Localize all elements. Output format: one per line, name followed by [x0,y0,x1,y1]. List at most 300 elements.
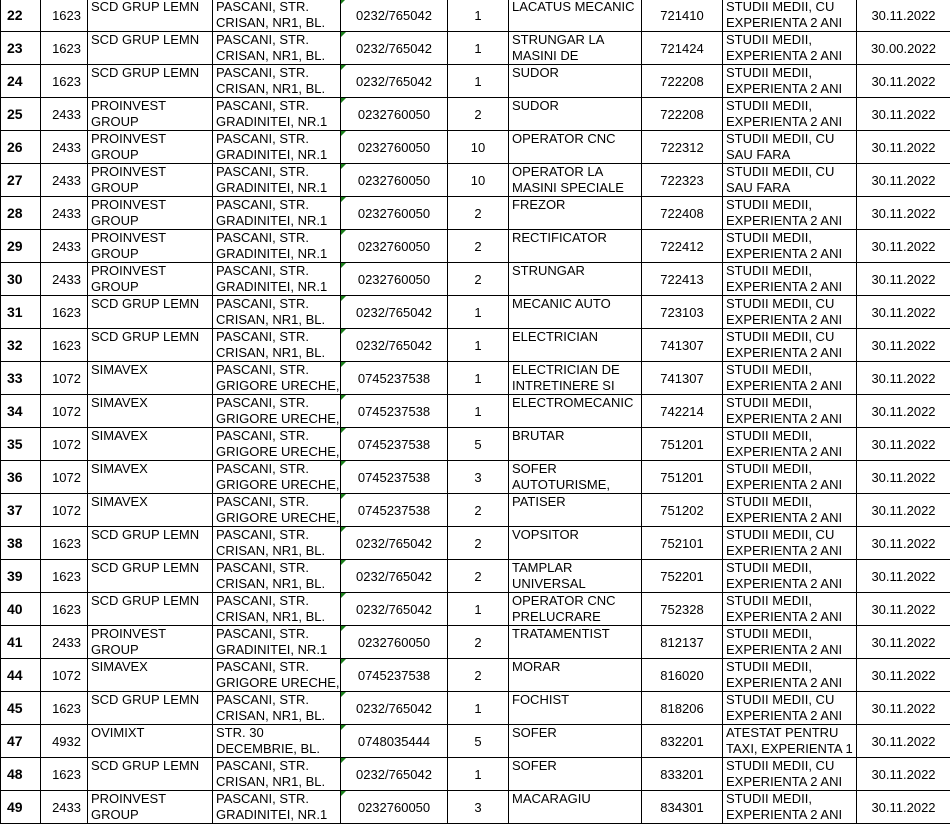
company-code-cell: 1623 [41,296,88,329]
company-name-cell [88,0,213,32]
table-row [1,692,950,725]
vacancies-count-cell: 3 [448,461,509,494]
row-number-cell: 23 [1,32,41,65]
company-name-cell [88,692,213,725]
date-cell: 30.11.2022 [857,758,950,791]
address-text: PASCANI, STR. GRADINITEI, NR.1 [216,263,340,295]
occupation-text: ELECTRICIAN [512,329,641,361]
company-code-cell: 1623 [41,0,88,32]
occupation-cell [509,791,642,824]
requirements-text: STUDII MEDII, EXPERIENTA 2 ANI [726,659,856,691]
occupation-text: RECTIFICATOR [512,230,641,262]
row-number-cell: 38 [1,527,41,560]
occupation-text: STRUNGAR LA MASINI DE [512,32,641,64]
table-row [1,593,950,626]
company-name-cell [88,560,213,593]
table-row [1,395,950,428]
requirements-cell [723,461,857,494]
table-row [1,461,950,494]
address-text: PASCANI, STR. CRISAN, NR1, BL. [216,32,340,64]
occupation-cell [509,296,642,329]
date-cell: 30.11.2022 [857,527,950,560]
occupation-text: TAMPLAR UNIVERSAL [512,560,641,592]
date-cell: 30.11.2022 [857,593,950,626]
company-name-cell [88,527,213,560]
date-cell: 30.11.2022 [857,494,950,527]
address-text: PASCANI, STR. GRIGORE URECHE, [216,428,340,460]
row-number-cell: 33 [1,362,41,395]
requirements-cell [723,725,857,758]
table-row [1,725,950,758]
vacancies-count-cell: 2 [448,626,509,659]
occupation-text: SOFER [512,758,641,790]
occupation-cell [509,230,642,263]
address-text: PASCANI, STR. GRIGORE URECHE, [216,659,340,691]
address-cell [213,527,341,560]
cor-code-cell: 721410 [642,0,723,32]
table-row [1,494,950,527]
occupation-cell [509,758,642,791]
company-name-cell [88,98,213,131]
cor-code-cell: 812137 [642,626,723,659]
company-code-cell: 2433 [41,230,88,263]
company-name-text: SCD GRUP LEMN [91,527,212,559]
row-number-cell: 48 [1,758,41,791]
address-cell [213,263,341,296]
requirements-cell [723,329,857,362]
address-text: PASCANI, STR. GRIGORE URECHE, [216,362,340,394]
company-code-cell: 2433 [41,197,88,230]
address-text: PASCANI, STR. CRISAN, NR1, BL. [216,0,340,31]
requirements-cell [723,626,857,659]
row-number-cell: 32 [1,329,41,362]
occupation-cell [509,98,642,131]
company-name-text: PROINVEST GROUP [91,98,212,130]
company-name-text: OVIMIXT [91,725,212,757]
date-cell: 30.11.2022 [857,362,950,395]
occupation-text: SOFER AUTOTURISME, [512,461,641,493]
row-number-cell: 29 [1,230,41,263]
requirements-cell [723,692,857,725]
vacancies-count-cell: 1 [448,758,509,791]
company-name-text: SIMAVEX [91,659,212,691]
requirements-text: STUDII MEDII, CU EXPERIENTA 2 ANI [726,329,856,361]
company-name-text: SIMAVEX [91,395,212,427]
requirements-text: STUDII MEDII, EXPERIENTA 2 ANI [726,395,856,427]
address-text: PASCANI, STR. CRISAN, NR1, BL. [216,692,340,724]
company-code-cell: 2433 [41,626,88,659]
address-cell [213,593,341,626]
company-name-cell [88,659,213,692]
company-name-text: PROINVEST GROUP [91,263,212,295]
company-name-text: SIMAVEX [91,494,212,526]
occupation-cell [509,263,642,296]
table-row [1,329,950,362]
address-cell [213,230,341,263]
occupation-text: OPERATOR LA MASINI SPECIALE [512,164,641,196]
requirements-cell [723,65,857,98]
company-name-text: SCD GRUP LEMN [91,560,212,592]
occupation-text: ELECTROMECANIC [512,395,641,427]
company-name-text: PROINVEST GROUP [91,197,212,229]
occupation-cell [509,197,642,230]
address-text: PASCANI, STR. GRIGORE URECHE, [216,461,340,493]
table-row [1,791,950,824]
requirements-cell [723,0,857,32]
date-cell: 30.11.2022 [857,131,950,164]
occupation-cell [509,395,642,428]
vacancies-count-cell: 2 [448,659,509,692]
company-code-cell: 1623 [41,329,88,362]
phone-cell: 0232760050 [341,791,448,824]
date-cell: 30.11.2022 [857,692,950,725]
requirements-cell [723,197,857,230]
address-cell [213,626,341,659]
company-code-cell: 1072 [41,428,88,461]
occupation-text: LACATUS MECANIC [512,0,641,31]
row-number-cell: 28 [1,197,41,230]
company-name-text: SCD GRUP LEMN [91,692,212,724]
occupation-text: STRUNGAR [512,263,641,295]
company-name-text: SCD GRUP LEMN [91,32,212,64]
requirements-cell [723,395,857,428]
occupation-cell [509,0,642,32]
occupation-cell [509,428,642,461]
company-name-cell [88,593,213,626]
requirements-cell [723,494,857,527]
address-text: PASCANI, STR. GRADINITEI, NR.1 [216,626,340,658]
vacancies-count-cell: 2 [448,197,509,230]
address-text: PASCANI, STR. CRISAN, NR1, BL. [216,65,340,97]
company-name-cell [88,329,213,362]
date-cell: 30.11.2022 [857,65,950,98]
vacancies-count-cell: 1 [448,0,509,32]
date-cell: 30.11.2022 [857,626,950,659]
company-code-cell: 1623 [41,65,88,98]
phone-cell: 0745237538 [341,461,448,494]
vacancies-count-cell: 1 [448,65,509,98]
vacancies-count-cell: 1 [448,362,509,395]
company-name-cell [88,626,213,659]
occupation-cell [509,494,642,527]
requirements-text: STUDII MEDII, EXPERIENTA 2 ANI [726,98,856,130]
phone-cell: 0232/765042 [341,692,448,725]
vacancies-count-cell: 5 [448,725,509,758]
vacancies-count-cell: 1 [448,32,509,65]
date-cell: 30.11.2022 [857,659,950,692]
company-name-cell [88,758,213,791]
vacancies-count-cell: 2 [448,263,509,296]
cor-code-cell: 833201 [642,758,723,791]
phone-cell: 0232760050 [341,98,448,131]
address-cell [213,98,341,131]
cor-code-cell: 751201 [642,428,723,461]
vacancies-count-cell: 3 [448,791,509,824]
cor-code-cell: 752328 [642,593,723,626]
company-name-text: SIMAVEX [91,362,212,394]
requirements-cell [723,263,857,296]
table-row [1,626,950,659]
company-name-cell [88,32,213,65]
row-number-cell: 36 [1,461,41,494]
occupation-cell [509,659,642,692]
requirements-text: ATESTAT PENTRU TAXI, EXPERIENTA 1 [726,725,856,757]
date-cell: 30.11.2022 [857,296,950,329]
company-name-cell [88,494,213,527]
requirements-text: STUDII MEDII, CU EXPERIENTA 2 ANI [726,296,856,328]
address-cell [213,0,341,32]
address-cell [213,65,341,98]
requirements-text: STUDII MEDII, EXPERIENTA 2 ANI [726,197,856,229]
company-code-cell: 1623 [41,758,88,791]
vacancies-count-cell: 1 [448,296,509,329]
company-code-cell: 1623 [41,593,88,626]
address-text: PASCANI, STR. CRISAN, NR1, BL. [216,560,340,592]
vacancies-count-cell: 10 [448,164,509,197]
row-number-cell: 30 [1,263,41,296]
company-name-text: SIMAVEX [91,428,212,460]
date-cell: 30.11.2022 [857,0,950,32]
requirements-text: STUDII MEDII, CU SAU FARA [726,164,856,196]
phone-cell: 0745237538 [341,395,448,428]
date-cell: 30.11.2022 [857,395,950,428]
cor-code-cell: 816020 [642,659,723,692]
requirements-cell [723,32,857,65]
vacancies-count-cell: 1 [448,692,509,725]
requirements-text: STUDII MEDII, CU EXPERIENTA 2 ANI [726,0,856,31]
table-row [1,65,950,98]
company-code-cell: 2433 [41,791,88,824]
company-name-text: PROINVEST GROUP [91,626,212,658]
phone-cell: 0745237538 [341,362,448,395]
cor-code-cell: 722412 [642,230,723,263]
phone-cell: 0232/765042 [341,593,448,626]
requirements-text: STUDII MEDII, EXPERIENTA 2 ANI [726,230,856,262]
table-body [1,0,950,824]
address-text: PASCANI, STR. GRADINITEI, NR.1 [216,791,340,823]
address-text: PASCANI, STR. CRISAN, NR1, BL. [216,758,340,790]
address-cell [213,32,341,65]
company-name-text: SCD GRUP LEMN [91,65,212,97]
address-cell [213,692,341,725]
date-cell: 30.11.2022 [857,197,950,230]
occupation-cell [509,32,642,65]
row-number-cell: 49 [1,791,41,824]
occupation-text: OPERATOR CNC PRELUCRARE [512,593,641,625]
occupation-text: SOFER [512,725,641,757]
company-name-text: SCD GRUP LEMN [91,593,212,625]
cor-code-cell: 722208 [642,65,723,98]
company-code-cell: 1623 [41,692,88,725]
date-cell: 30.11.2022 [857,329,950,362]
date-cell: 30.11.2022 [857,98,950,131]
phone-cell: 0745237538 [341,494,448,527]
table-row [1,263,950,296]
occupation-cell [509,65,642,98]
requirements-cell [723,362,857,395]
vacancies-count-cell: 1 [448,395,509,428]
company-name-cell [88,461,213,494]
company-code-cell: 2433 [41,131,88,164]
occupation-text: BRUTAR [512,428,641,460]
occupation-cell [509,692,642,725]
requirements-text: STUDII MEDII, CU EXPERIENTA 2 ANI [726,527,856,559]
row-number-cell: 22 [1,0,41,32]
requirements-text: STUDII MEDII, EXPERIENTA 2 ANI [726,461,856,493]
cor-code-cell: 722323 [642,164,723,197]
company-code-cell: 4932 [41,725,88,758]
address-text: PASCANI, STR. CRISAN, NR1, BL. [216,329,340,361]
address-cell [213,461,341,494]
address-cell [213,197,341,230]
cor-code-cell: 751202 [642,494,723,527]
company-name-text: PROINVEST GROUP [91,131,212,163]
occupation-text: ELECTRICIAN DE INTRETINERE SI [512,362,641,394]
occupation-cell [509,362,642,395]
requirements-cell [723,527,857,560]
vacancies-count-cell: 2 [448,560,509,593]
cor-code-cell: 818206 [642,692,723,725]
cor-code-cell: 752201 [642,560,723,593]
occupation-text: OPERATOR CNC [512,131,641,163]
occupation-text: PATISER [512,494,641,526]
phone-cell: 0232/765042 [341,527,448,560]
requirements-text: STUDII MEDII, CU EXPERIENTA 2 ANI [726,692,856,724]
requirements-cell [723,131,857,164]
address-text: PASCANI, STR. GRADINITEI, NR.1 [216,164,340,196]
cor-code-cell: 832201 [642,725,723,758]
company-name-cell [88,65,213,98]
phone-cell: 0232/765042 [341,32,448,65]
date-cell: 30.11.2022 [857,461,950,494]
address-cell [213,494,341,527]
vacancies-count-cell: 10 [448,131,509,164]
row-number-cell: 34 [1,395,41,428]
row-number-cell: 41 [1,626,41,659]
occupation-text: VOPSITOR [512,527,641,559]
requirements-text: STUDII MEDII, EXPERIENTA 2 ANI [726,593,856,625]
requirements-cell [723,164,857,197]
row-number-cell: 24 [1,65,41,98]
occupation-cell [509,527,642,560]
requirements-text: STUDII MEDII, EXPERIENTA 2 ANI [726,560,856,592]
cor-code-cell: 742214 [642,395,723,428]
row-number-cell: 40 [1,593,41,626]
row-number-cell: 35 [1,428,41,461]
requirements-cell [723,593,857,626]
company-name-text: SCD GRUP LEMN [91,329,212,361]
date-cell: 30.11.2022 [857,791,950,824]
table-row [1,428,950,461]
cor-code-cell: 722408 [642,197,723,230]
company-name-text: SCD GRUP LEMN [91,758,212,790]
requirements-cell [723,428,857,461]
row-number-cell: 37 [1,494,41,527]
address-text: PASCANI, STR. GRADINITEI, NR.1 [216,131,340,163]
cor-code-cell: 741307 [642,362,723,395]
row-number-cell: 39 [1,560,41,593]
address-cell [213,164,341,197]
company-code-cell: 2433 [41,263,88,296]
phone-cell: 0232760050 [341,197,448,230]
requirements-text: STUDII MEDII, EXPERIENTA 2 ANI [726,791,856,823]
company-name-cell [88,791,213,824]
requirements-text: STUDII MEDII, CU EXPERIENTA 2 ANI [726,758,856,790]
occupation-cell [509,131,642,164]
table-row [1,0,950,32]
address-cell [213,725,341,758]
row-number-cell: 25 [1,98,41,131]
occupation-text: SUDOR [512,65,641,97]
row-number-cell: 27 [1,164,41,197]
row-number-cell: 26 [1,131,41,164]
vacancies-count-cell: 2 [448,527,509,560]
date-cell: 30.11.2022 [857,725,950,758]
company-name-cell [88,362,213,395]
company-name-text: SCD GRUP LEMN [91,296,212,328]
table-row [1,560,950,593]
company-code-cell: 1623 [41,32,88,65]
company-code-cell: 2433 [41,98,88,131]
company-name-cell [88,131,213,164]
date-cell: 30.11.2022 [857,428,950,461]
vacancies-count-cell: 2 [448,494,509,527]
requirements-text: STUDII MEDII, EXPERIENTA 2 ANI [726,626,856,658]
row-number-cell: 47 [1,725,41,758]
vacancies-count-cell: 2 [448,98,509,131]
requirements-cell [723,791,857,824]
cor-code-cell: 751201 [642,461,723,494]
phone-cell: 0232760050 [341,626,448,659]
address-cell [213,362,341,395]
address-cell [213,395,341,428]
address-text: STR. 30 DECEMBRIE, BL. [216,725,340,757]
address-text: PASCANI, STR. CRISAN, NR1, BL. [216,527,340,559]
requirements-cell [723,230,857,263]
table-row [1,164,950,197]
cor-code-cell: 834301 [642,791,723,824]
company-name-text: PROINVEST GROUP [91,230,212,262]
requirements-cell [723,758,857,791]
requirements-text: STUDII MEDII, EXPERIENTA 2 ANI [726,32,856,64]
date-cell: 30.11.2022 [857,230,950,263]
address-cell [213,296,341,329]
address-cell [213,758,341,791]
occupation-cell [509,329,642,362]
requirements-text: STUDII MEDII, EXPERIENTA 2 ANI [726,428,856,460]
date-cell: 30.11.2022 [857,560,950,593]
requirements-cell [723,560,857,593]
date-cell: 30.11.2022 [857,263,950,296]
table-row [1,197,950,230]
occupation-text: MORAR [512,659,641,691]
occupation-cell [509,725,642,758]
company-code-cell: 1072 [41,395,88,428]
date-cell: 30.11.2022 [857,164,950,197]
phone-cell: 0232/765042 [341,296,448,329]
occupation-cell [509,461,642,494]
occupation-cell [509,593,642,626]
requirements-text: STUDII MEDII, EXPERIENTA 2 ANI [726,65,856,97]
address-text: PASCANI, STR. GRIGORE URECHE, [216,395,340,427]
phone-cell: 0232760050 [341,263,448,296]
table-row [1,659,950,692]
cor-code-cell: 723103 [642,296,723,329]
company-name-cell [88,197,213,230]
address-text: PASCANI, STR. GRADINITEI, NR.1 [216,197,340,229]
requirements-text: STUDII MEDII, CU SAU FARA [726,131,856,163]
occupation-cell [509,164,642,197]
